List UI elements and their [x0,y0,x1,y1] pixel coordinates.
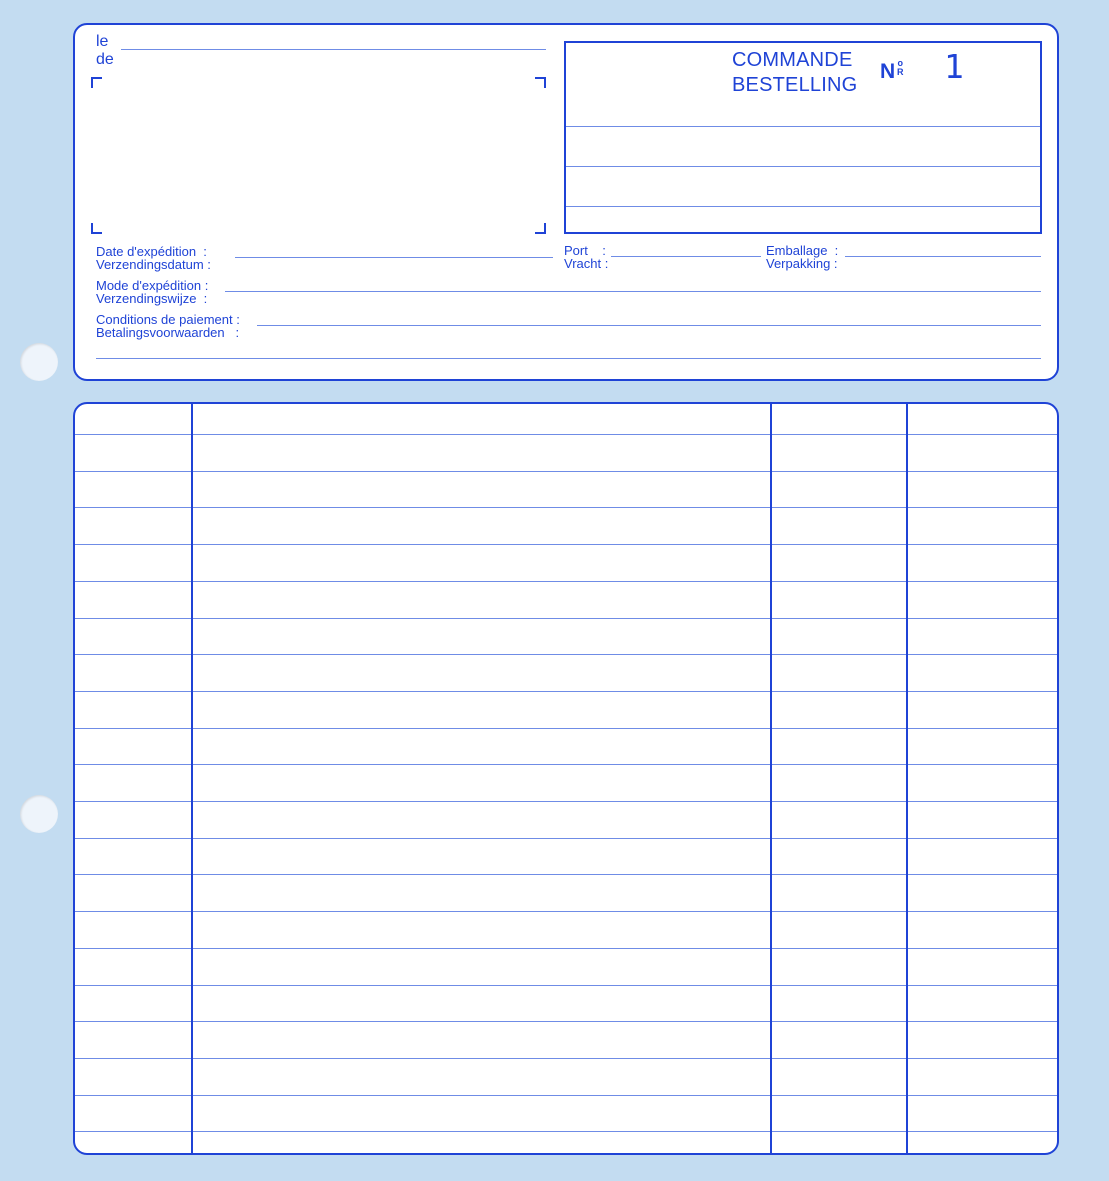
label-shipping-date-nl: Verzendingsdatum : [96,257,211,272]
table-row-line [75,1095,1057,1096]
table-row-line [75,838,1057,839]
table-row-line [75,1058,1057,1059]
table-row-line [75,654,1057,655]
order-number-box [564,41,1042,234]
order-box-line-3 [566,206,1040,207]
table-row-line [75,911,1057,912]
address-corner-br [535,223,546,234]
column-divider-3 [906,404,908,1153]
table-row-line [75,581,1057,582]
line-payment [257,325,1041,326]
line-shipping-date [235,257,553,258]
punch-hole-top [20,343,58,381]
table-row-line [75,764,1057,765]
column-divider-1 [191,404,193,1153]
order-lines-table [73,402,1059,1155]
label-payment-nl: Betalingsvoorwaarden : [96,325,240,340]
order-box-line-2 [566,166,1040,167]
table-row-line [75,874,1057,875]
label-port-nl: Vracht : [564,256,609,271]
column-divider-2 [770,404,772,1153]
line-le [121,49,546,50]
table-row-line [75,544,1057,545]
table-row-line [75,1131,1057,1132]
label-de: de [96,51,114,68]
table-row-line [75,1021,1057,1022]
number-sign: N [880,60,896,83]
table-row-line [75,948,1057,949]
address-corner-tl [91,77,102,88]
table-row-line [75,691,1057,692]
punch-hole-bottom [20,795,58,833]
label-shipping-mode-fr: Mode d'expédition : [96,278,209,293]
table-row-line [75,985,1057,986]
label-payment-fr: Conditions de paiement : [96,312,240,327]
label-port-fr: Port : [564,243,606,258]
table-row-line [75,728,1057,729]
table-row-line [75,618,1057,619]
order-header-panel [73,23,1059,381]
line-payment-extra [96,358,1041,359]
address-corner-bl [91,223,102,234]
number-sign-sup: o R [897,58,904,77]
order-box-line-1 [566,126,1040,127]
title-commande: COMMANDE [732,49,853,71]
line-packaging [845,256,1041,257]
label-le: le [96,33,109,50]
order-number: 1 [944,47,964,86]
line-port [611,256,761,257]
label-shipping-mode-nl: Verzendingswijze : [96,291,208,306]
table-row-line [75,507,1057,508]
table-row-line [75,471,1057,472]
title-bestelling: BESTELLING [732,74,858,96]
table-row-line [75,801,1057,802]
table-row-line [75,434,1057,435]
address-corner-tr [535,77,546,88]
line-shipping-mode [225,291,1041,292]
label-packaging-fr: Emballage : [766,243,839,258]
label-shipping-date-fr: Date d'expédition : [96,244,207,259]
label-packaging-nl: Verpakking : [766,256,838,271]
